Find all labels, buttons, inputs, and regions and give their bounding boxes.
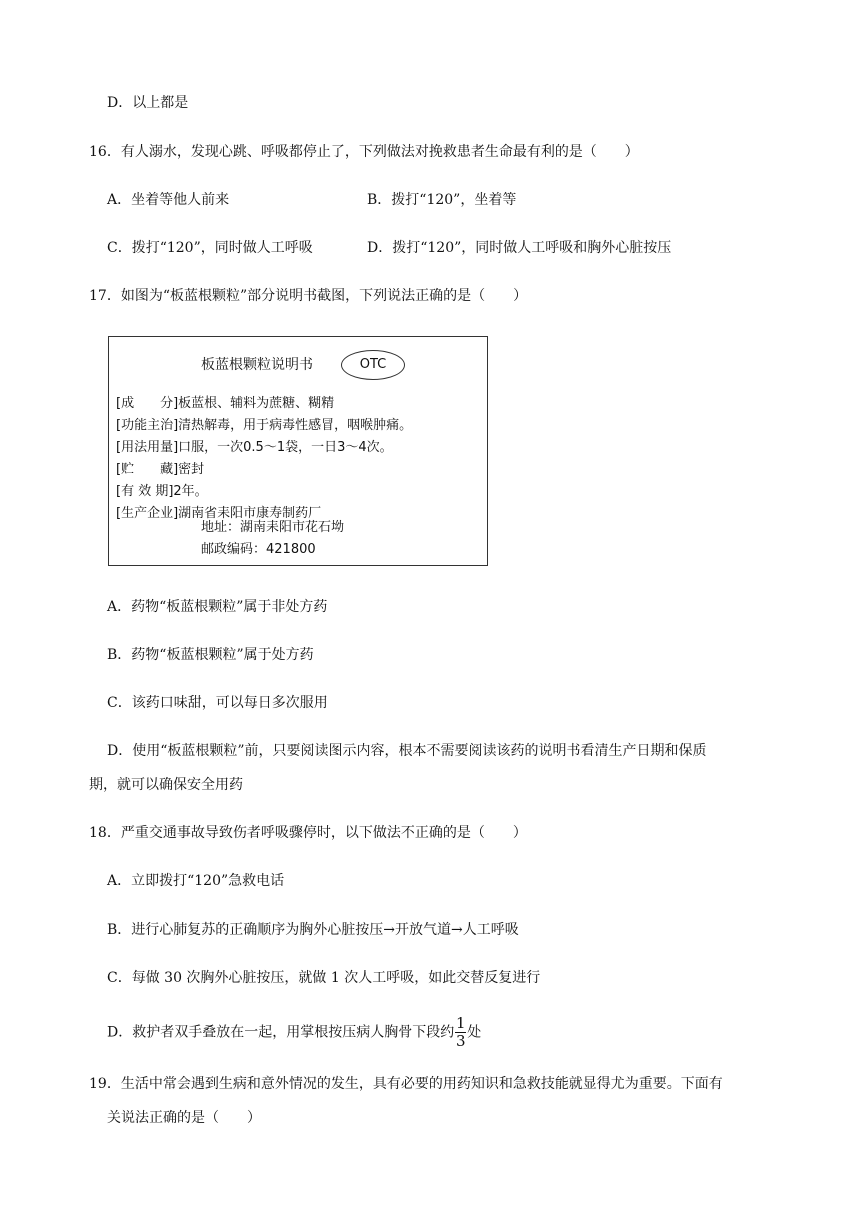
q17-option-d-line1: D．使用“板蓝根颗粒”前，只要阅读图示内容，根本不需要阅读该药的说明书看清生产日期和保质 xyxy=(107,743,707,759)
fraction-denominator: 3 xyxy=(455,1032,466,1050)
q18-option-d xyxy=(107,1016,481,1049)
q19-stem-line1: 19．生活中常会遇到生病和意外情况的发生，具有必要的用药知识和急救技能就显得尤为重要。下面有 xyxy=(89,1076,723,1092)
leaflet-postcode: 邮政编码：421800 xyxy=(201,542,316,557)
leaflet-row-indications: [功能主治]清热解毒，用于病毒性感冒，咽喉肿痛。 xyxy=(116,418,413,433)
q18-stem: 18．严重交通事故导致伤者呼吸骤停时，以下做法不正确的是（ ） xyxy=(89,825,527,841)
q15-option-d: D．以上都是 xyxy=(107,95,189,111)
q16-option-b: B．拨打“120”，坐着等 xyxy=(367,192,517,208)
q16-option-d: D．拨打“120”，同时做人工呼吸和胸外心脏按压 xyxy=(367,240,672,256)
q18-option-d-text: D．救护者双手叠放在一起，用掌根按压病人胸骨下段约 xyxy=(107,1024,455,1041)
q19-stem-line2: 关说法正确的是（ ） xyxy=(107,1110,261,1126)
leaflet-row-dosage: [用法用量]口服，一次0.5～1袋，一日3～4次。 xyxy=(116,440,393,455)
q18-option-d-suffix: 处 xyxy=(467,1024,482,1041)
q16-option-a: A．坐着等他人前来 xyxy=(107,192,230,208)
leaflet-address: 地址：湖南耒阳市花石坳 xyxy=(201,520,345,535)
q17-option-d-line2: 期，就可以确保安全用药 xyxy=(89,777,243,793)
q16-option-c: C．拨打“120”，同时做人工呼吸 xyxy=(107,240,313,256)
q17-option-b: B．药物“板蓝根颗粒”属于处方药 xyxy=(107,647,314,663)
leaflet-row-storage: [贮 藏]密封 xyxy=(116,462,205,477)
leaflet-row-ingredients: [成 分]板蓝根、辅料为蔗糖、糊精 xyxy=(116,396,335,411)
q18-option-a: A．立即拨打“120”急救电话 xyxy=(107,873,285,889)
q17-option-a: A．药物“板蓝根颗粒”属于非处方药 xyxy=(107,599,328,615)
q16-stem: 16．有人溺水，发现心跳、呼吸都停止了，下列做法对挽救患者生命最有利的是（ ） xyxy=(89,144,639,160)
leaflet-title: 板蓝根颗粒说明书 xyxy=(201,357,313,373)
q17-stem: 17．如图为“板蓝根颗粒”部分说明书截图，下列说法正确的是（ ） xyxy=(89,288,528,304)
leaflet-row-shelf-life: [有 效 期]2年。 xyxy=(116,484,208,499)
fraction-numerator: 1 xyxy=(455,1014,466,1032)
otc-badge: OTC xyxy=(341,350,405,380)
q17-option-c: C．该药口味甜，可以每日多次服用 xyxy=(107,695,328,711)
one-third-fraction xyxy=(455,1016,466,1049)
medicine-leaflet-figure xyxy=(108,336,488,566)
q18-option-c: C．每做 30 次胸外心脏按压，就做 1 次人工呼吸，如此交替反复进行 xyxy=(107,970,541,986)
leaflet-row-manufacturer: [生产企业]湖南省耒阳市康寿制药厂 xyxy=(116,506,322,521)
q18-option-b: B．进行心肺复苏的正确顺序为胸外心脏按压→开放气道→人工呼吸 xyxy=(107,922,519,938)
